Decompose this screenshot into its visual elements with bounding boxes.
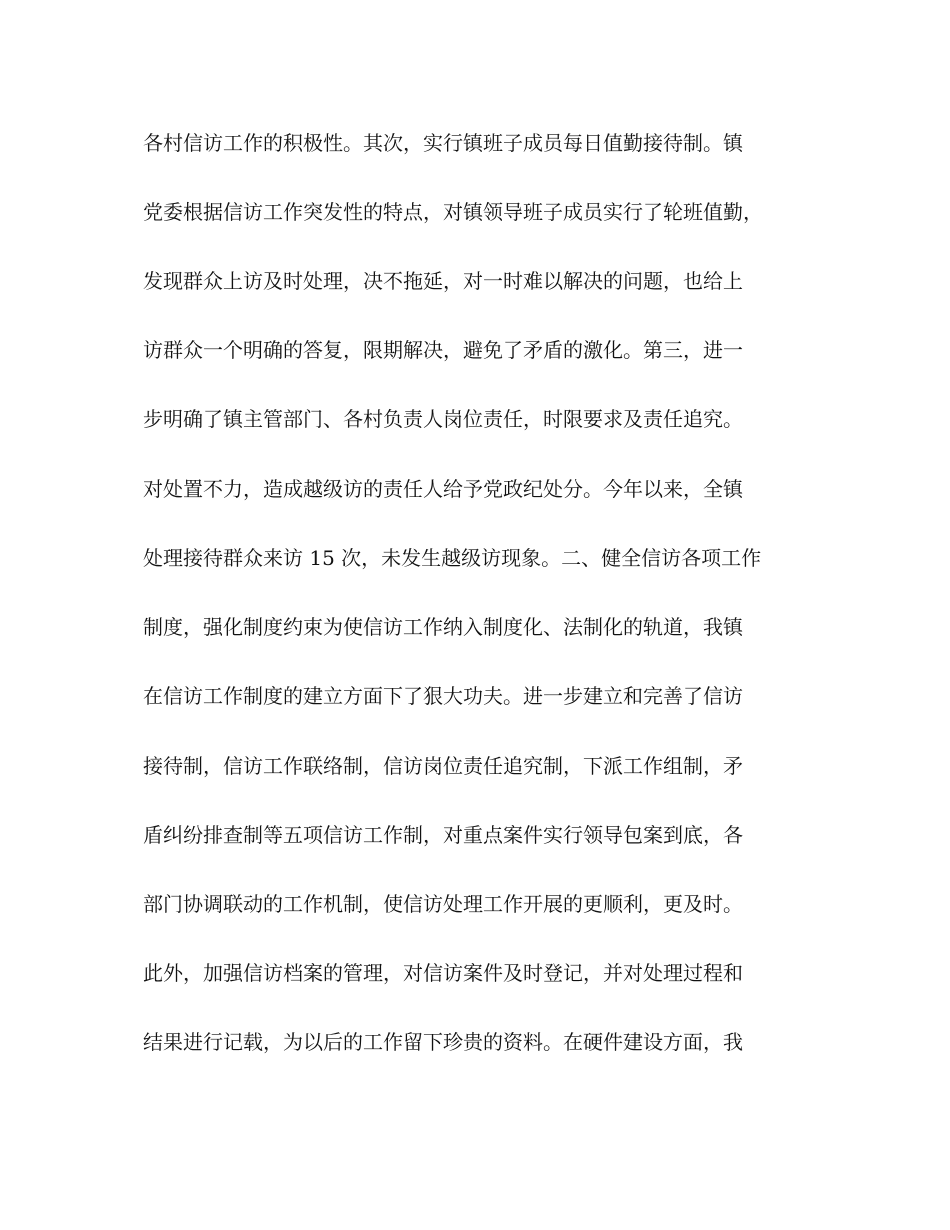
text-line-7: 处理接待群众来访 15 次，未发生越级访现象。二、健全信访各项工作 [143, 546, 762, 570]
text-line-8: 制度，强化制度约束为使信访工作纳入制度化、法制化的轨道，我镇 [143, 615, 743, 639]
text-line-1: 各村信访工作的积极性。其次，实行镇班子成员每日值勤接待制。镇 [143, 131, 743, 155]
text-line-13: 此外，加强信访档案的管理，对信访案件及时登记，并对处理过程和 [143, 961, 743, 985]
text-line-12: 部门协调联动的工作机制，使信访处理工作开展的更顺利，更及时。 [143, 892, 743, 916]
text-line-3: 发现群众上访及时处理，决不拖延，对一时难以解决的问题，也给上 [143, 269, 743, 293]
text-line-5: 步明确了镇主管部门、各村负责人岗位责任，时限要求及责任追究。 [143, 407, 743, 431]
text-line-6: 对处置不力，造成越级访的责任人给予党政纪处分。今年以来，全镇 [143, 477, 743, 501]
text-line-14: 结果进行记载，为以后的工作留下珍贵的资料。在硬件建设方面，我 [143, 1030, 743, 1054]
text-line-4: 访群众一个明确的答复，限期解决，避免了矛盾的激化。第三，进一 [143, 338, 743, 362]
text-line-9: 在信访工作制度的建立方面下了狠大功夫。进一步建立和完善了信访 [143, 684, 743, 708]
text-line-11: 盾纠纷排查制等五项信访工作制，对重点案件实行领导包案到底，各 [143, 823, 743, 847]
text-line-2: 党委根据信访工作突发性的特点，对镇领导班子成员实行了轮班值勤， [143, 200, 763, 224]
text-line-10: 接待制，信访工作联络制，信访岗位责任追究制，下派工作组制，矛 [143, 754, 743, 778]
